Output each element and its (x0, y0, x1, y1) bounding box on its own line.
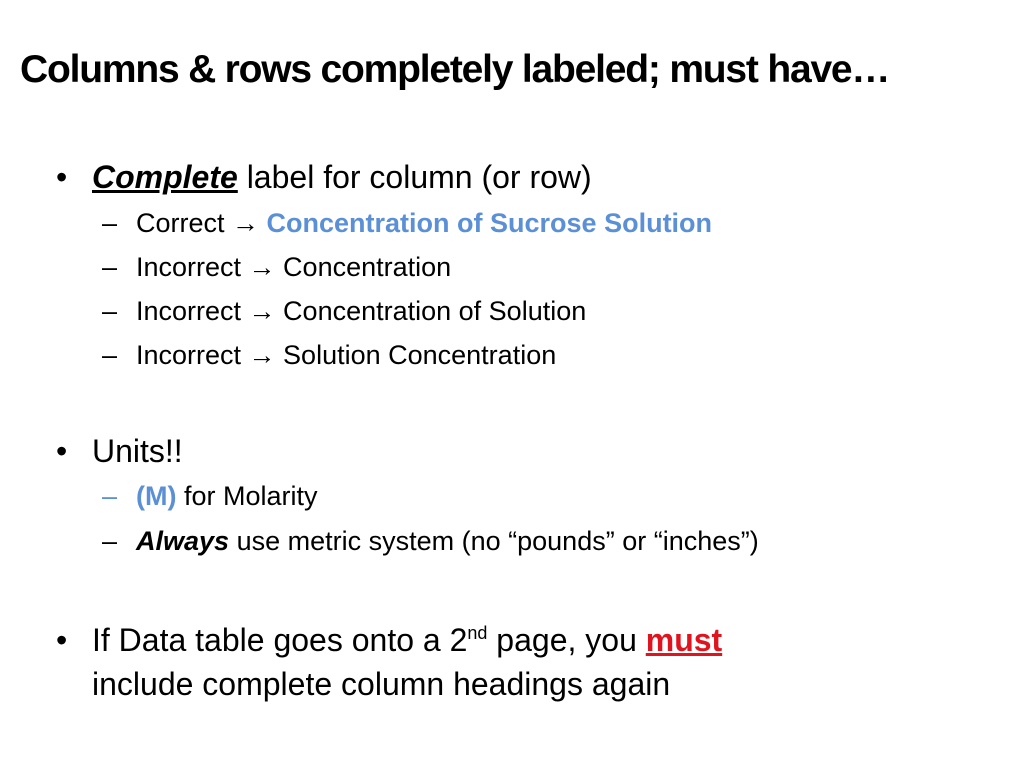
sub-value: Concentration (275, 252, 452, 282)
arrow-right-icon: → (232, 208, 260, 238)
dash-icon: – (102, 208, 118, 238)
bullet-icon: • (56, 433, 68, 469)
emphasis-always: Always (136, 526, 230, 556)
dash-icon: – (102, 481, 118, 511)
sub-label: Correct (136, 208, 233, 238)
bullet-text-line2: include complete column headings again (92, 666, 671, 702)
sub-label: Incorrect (136, 296, 249, 326)
arrow-right-icon: → (248, 296, 276, 326)
emphasis-must: must (645, 622, 723, 658)
bullet-text: Units!! (92, 433, 183, 469)
dash-icon: – (102, 340, 118, 370)
bullet-icon: • (56, 159, 68, 195)
dash-icon: – (102, 252, 118, 282)
ordinal-superscript: nd (467, 623, 488, 643)
sub-value: Concentration of Solution (275, 296, 587, 326)
sub-rest: use metric system (no “pounds” or “inches”) (229, 526, 759, 556)
arrow-right-icon: → (248, 252, 276, 282)
bullet-text-part2: page, you (487, 622, 646, 658)
bullet-rest: label for column (or row) (237, 159, 592, 195)
emphasis-complete: Complete (92, 159, 238, 195)
bullet-text (92, 158, 592, 196)
sub-label: Incorrect (136, 252, 249, 282)
arrow-right-icon: → (248, 340, 276, 370)
bullet-icon: • (56, 622, 68, 658)
dash-icon: – (102, 526, 118, 556)
sub-value: Solution Concentration (275, 340, 557, 370)
bullet-text (92, 621, 722, 659)
sub-label: Incorrect (136, 340, 249, 370)
sub-rest: for Molarity (176, 481, 318, 511)
slide-title: Columns & rows completely labeled; must have… (20, 48, 890, 91)
bullet-text-part1: If Data table goes onto a 2 (92, 622, 468, 658)
correct-label-value: Concentration of Sucrose Solution (259, 208, 713, 238)
units-molarity-symbol: (M) (136, 481, 177, 511)
dash-icon: – (102, 296, 118, 326)
